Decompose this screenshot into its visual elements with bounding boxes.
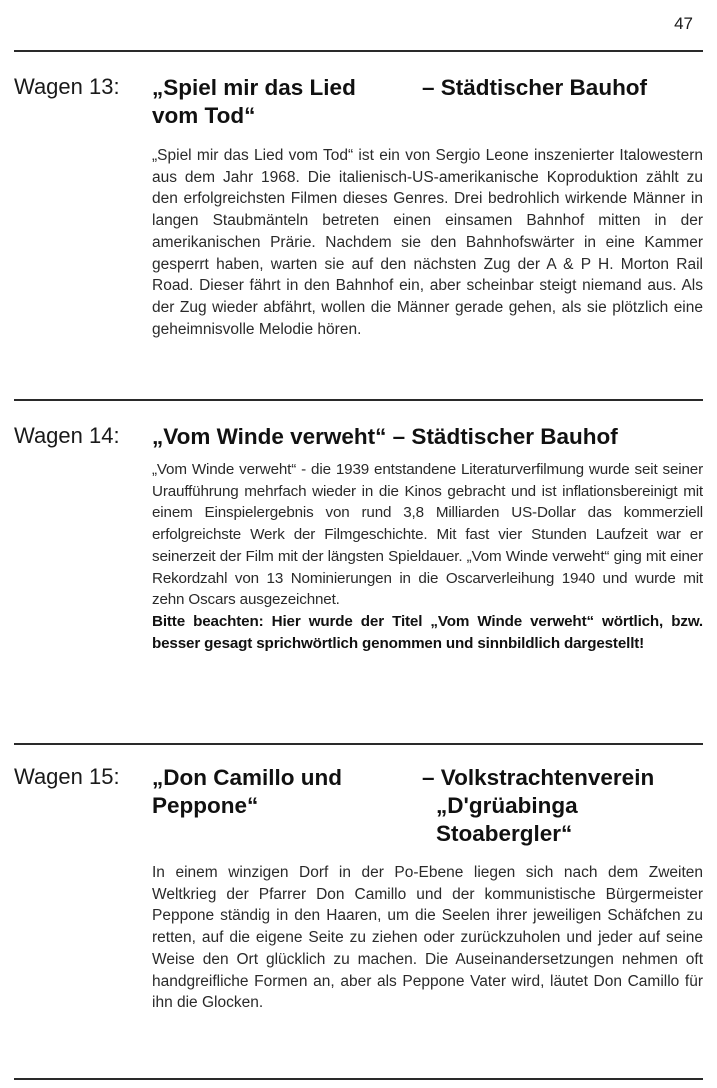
group-name-line: „D'grüabinga: [436, 793, 578, 818]
group-name: [422, 764, 654, 848]
film-title-line: „Don Camillo und: [152, 765, 342, 790]
entry-note: Bitte beachten: Hier wurde der Titel „Vom Winde verweht“ wörtlich, bzw. besser gesagt sprichwörtlich genommen und sinnbildlich dargestellt!: [152, 612, 703, 652]
section-divider: [14, 399, 703, 401]
page-number: 47: [674, 14, 693, 33]
film-title: [152, 764, 342, 820]
entry-description-block: [152, 459, 703, 654]
group-name: – Städtischer Bauhof: [422, 75, 648, 100]
film-title-line: „Spiel mir das Lied: [152, 75, 356, 100]
entry-description: „Spiel mir das Lied vom Tod“ ist ein von Sergio Leone inszenierter Italowestern aus dem Jahr 1968. Die italienisch-US-amerikanische Koproduktion zählt zu den erfolgreichsten Filmen dieses Genres. Drei bedrohlich wirkende Männer in langen Staubmänteln betreten einen einsamen Bahnhof mitten in der amerikanischen Prärie. Nachdem sie den Bahnhofswärter in eine Kammer gesperrt haben, warten sie auf den nächsten Zug der A & P H. Morton Rail Road. Dieser fährt in den Bahnhof ein, aber scheinbar steigt niemand aus. Als der Zug wieder abfährt, wollen die Männer gerade gehen, als sie plötzlich eine geheimnisvolle Melodie hören.: [152, 147, 703, 338]
bottom-divider: [14, 1078, 703, 1080]
film-title-line: vom Tod“: [152, 103, 256, 128]
wagon-label: Wagen 13:: [14, 74, 120, 99]
top-divider: [14, 50, 703, 52]
wagon-label: Wagen 15:: [14, 764, 120, 789]
film-title: [152, 74, 356, 130]
entry-description: „Vom Winde verweht“ - die 1939 entstandene Literaturverfilmung wurde seit seiner Uraufführung mehrfach wieder in die Kinos gebracht und ist inflationsbereinigt mit einem Einspielergebnis von rund 3,8 Milliarden US-Dollar das kommerziell erfolgreichste Werk der Filmgeschichte. Mit fast vier Stunden Laufzeit war er seinerzeit der Film mit der längsten Spieldauer. „Vom Winde verweht“ ging mit einer Rekordzahl von 13 Nominierungen in die Oscarverleihung 1940 und wurde mit zehn Oscars ausgezeichnet.: [152, 461, 703, 609]
film-title-line: Peppone“: [152, 793, 259, 818]
section-divider: [14, 743, 703, 745]
group-name-line: – Volkstrachtenverein: [422, 765, 655, 790]
film-title: „Vom Winde verweht“ – Städtischer Bauhof: [152, 424, 618, 449]
entry-description: In einem winzigen Dorf in der Po-Ebene liegen sich nach dem Zweiten Weltkrieg der Pfarrer Don Camillo und der kommunistische Bürgermeister Peppone ständig in den Haaren, um die Seelen ihrer jeweiligen Schäfchen zu retten, auf die eigene Seite zu ziehen oder zurückzuholen und jeder auf seine Weise den Ort glücklich zu machen. Die Auseinandersetzungen nehmen oft handgreifliche Formen an, aber als Peppone Vater wird, läutet Don Camillo für ihn die Glocken.: [152, 864, 703, 1012]
group-name-line: Stoabergler“: [436, 821, 573, 846]
wagon-label: Wagen 14:: [14, 423, 120, 448]
